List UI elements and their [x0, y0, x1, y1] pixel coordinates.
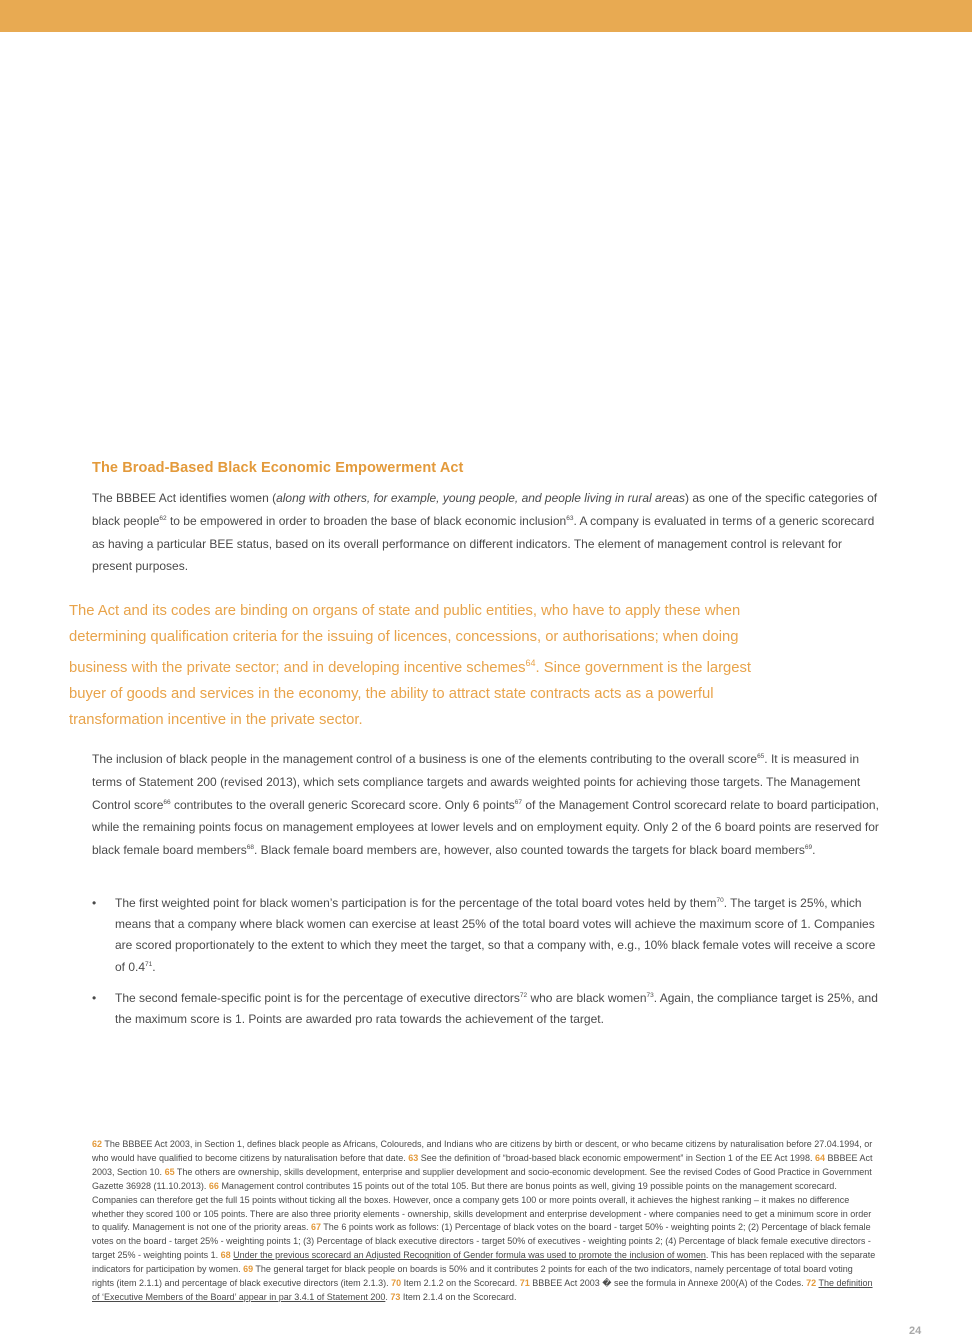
footnote-number: 66 — [208, 1180, 219, 1191]
footnote-ref: 69 — [804, 844, 813, 852]
footnote-number: 73 — [390, 1291, 401, 1302]
footnote-number: 70 — [391, 1278, 402, 1289]
bullet-marker: • — [92, 990, 97, 1005]
footnote-link[interactable]: The definition of ‘Executive Members of the Board’ appear in par 3.4.1 of Statement 200 — [92, 1278, 873, 1302]
footnote-number: 65 — [164, 1166, 175, 1177]
list-item: • The first weighted point for black women’s participation is for the percentage of the total board votes held by them$^{70}$. The target is 25%, which means that a company where black women can exercise at least 25% of the total board votes will achieve the maximum score of 1. Companies are scored proportionately to the extent to which they meet the target, so that a company with, e.g., 10% black female votes will receive a score of 0.4$^{71}$. — [92, 893, 882, 978]
footnote-number: 62 — [92, 1139, 103, 1149]
footnote-number: 72 — [806, 1278, 817, 1289]
footnote-ref: 73 — [646, 991, 654, 999]
footnote-number: 68 — [220, 1250, 231, 1261]
footnote-ref: 64 — [525, 658, 536, 668]
footnote-number: 64 — [814, 1152, 825, 1163]
footnote-ref: 65 — [757, 753, 765, 760]
footnote-ref: 67 — [514, 798, 523, 806]
pull-quote: The Act and its codes are binding on organs of state and public entities, who have to apply these when determining qualification criteria for the issuing of licences, concessions, or authorisations; when doing business with the private sector; and in developing incentive schemes$^{64}$. Since government is the largest buyer of goods and services in the economy, the ability to attract state contracts acts as a powerful transformation incentive in the private sector. — [69, 603, 752, 728]
footnote-ref: 72 — [519, 991, 528, 999]
footnote-ref: 68 — [246, 844, 254, 852]
footnote-ref: 62 — [159, 514, 167, 522]
body-paragraph: The inclusion of black people in the management control of a business is one of the elements contributing to the overall score$^{65}$. It is measured in terms of Statement 200 (revised 2013), which sets compliance targets and awards weighted points for achieving those targets. The Management Control score$^{66}$ contributes to the overall generic Scorecard score. Only 6 points$^{67}$ of the Management Control scorecard relate to board participation, while the remaining points focus on management employees at lower levels and on employment equity. Only 2 of the 6 board points are reserved for black female board members$^{68}$. Black female board members are, however, also counted towards the targets for black board members$^{69}$. — [92, 752, 879, 858]
footnote-ref: 71 — [145, 960, 153, 968]
footnote-number: 71 — [519, 1278, 530, 1289]
bullet-list — [92, 893, 882, 1040]
top-accent-bar — [0, 0, 972, 32]
footnote-ref: 66 — [163, 798, 171, 806]
bullet-marker: • — [92, 896, 97, 910]
page-number: 24 — [909, 1325, 922, 1337]
footnote-number: 67 — [310, 1222, 321, 1233]
footnote-ref: 70 — [716, 897, 724, 904]
list-item: • The second female-specific point is for the percentage of executive directors$^{72}$ who are black women$^{73}$. Again, the compliance target is 25%, and the maximum score is 1. Points are awarded pro rata towards the achievement of the target. — [92, 988, 882, 1030]
intro-paragraph: The BBBEE Act identifies women (along with others, for example, young people, and people living in rural areas) as one of the specific categories of black people$^{62}$ to be empowered in order to broaden the base of black economic inclusion$^{63}$. A company is evaluated in terms of a generic scorecard as having a particular BEE status, based on its overall performance on different indicators. The element of management control is relevant for present purposes. — [92, 491, 878, 574]
footnote-number: 63 — [408, 1152, 419, 1163]
footnote-number: 69 — [243, 1264, 254, 1275]
footnote-link[interactable]: Under the previous scorecard an Adjusted Recognition of Gender formula was used to promote the inclusion of women — [233, 1250, 706, 1261]
footnotes: 62 The BBBEE Act 2003, in Section 1, defines black people as Africans, Coloureds, and Indians who are citizens by birth or descent, or who became citizens by naturalisation before 27.04.1994, or who would have qualified to become citizens by naturalisation before that date. 63 See the definition of “broad-based black economic empowerment” in Section 1 of the EE Act 1998. 64 BBBEE Act 2003, Section 10. 65 The others are ownership, skills development, enterprise and supplier development and socio-economic development. See the revised Codes of Good Practice in Government Gazette 36928 (11.10.2013). 66 Management control contributes 15 points out of the total 105. But there are bonus points as well, giving 19 possible points on the management scorecard. Companies can therefore get the full 15 points without ticking all the boxes. However, once a company gets 100 or more points overall, it achieves the highest ranking – it makes no difference whether they scored 100 or 105 points. There are also three priority elements - ownership, skills development and enterprise development - where companies need to get a minimum score in order to qualify. Management is not one of the priority areas. 67 The 6 points work as follows: (1) Percentage of black votes on the board - target 50% - weighting points 2; (2) Percentage of black female votes on the board - target 25% - weighting points 1; (3) Percentage of black executive directors - target 50% of executives - weighting points 2; (4) Percentage of black female executive directors - target 25% - weighting points 1. 68 Under the previous scorecard an Adjusted Recognition of Gender formula was used to promote the inclusion of women. This has been replaced with the separate indicators for participation by women. 69 The general target for black people on boards is 50% and it contributes 2 points for each of the two indicators, namely percentage of total board voting rights (item 2.1.1) and percentage of black executive directors (item 2.1.3). 70 Item 2.1.2 on the Scorecard. 71 BBBEE Act 2003 � see the formula in Annexe 200(A) of the Codes. 72 The definition of ‘Executive Members of the Board’ appear in par 3.4.1 of Statement 200. 73 Item 2.1.4 on the Scorecard. — [92, 1139, 876, 1302]
footnote-ref: 63 — [566, 514, 574, 522]
section-heading: The Broad-Based Black Economic Empowerment Act — [92, 460, 464, 476]
